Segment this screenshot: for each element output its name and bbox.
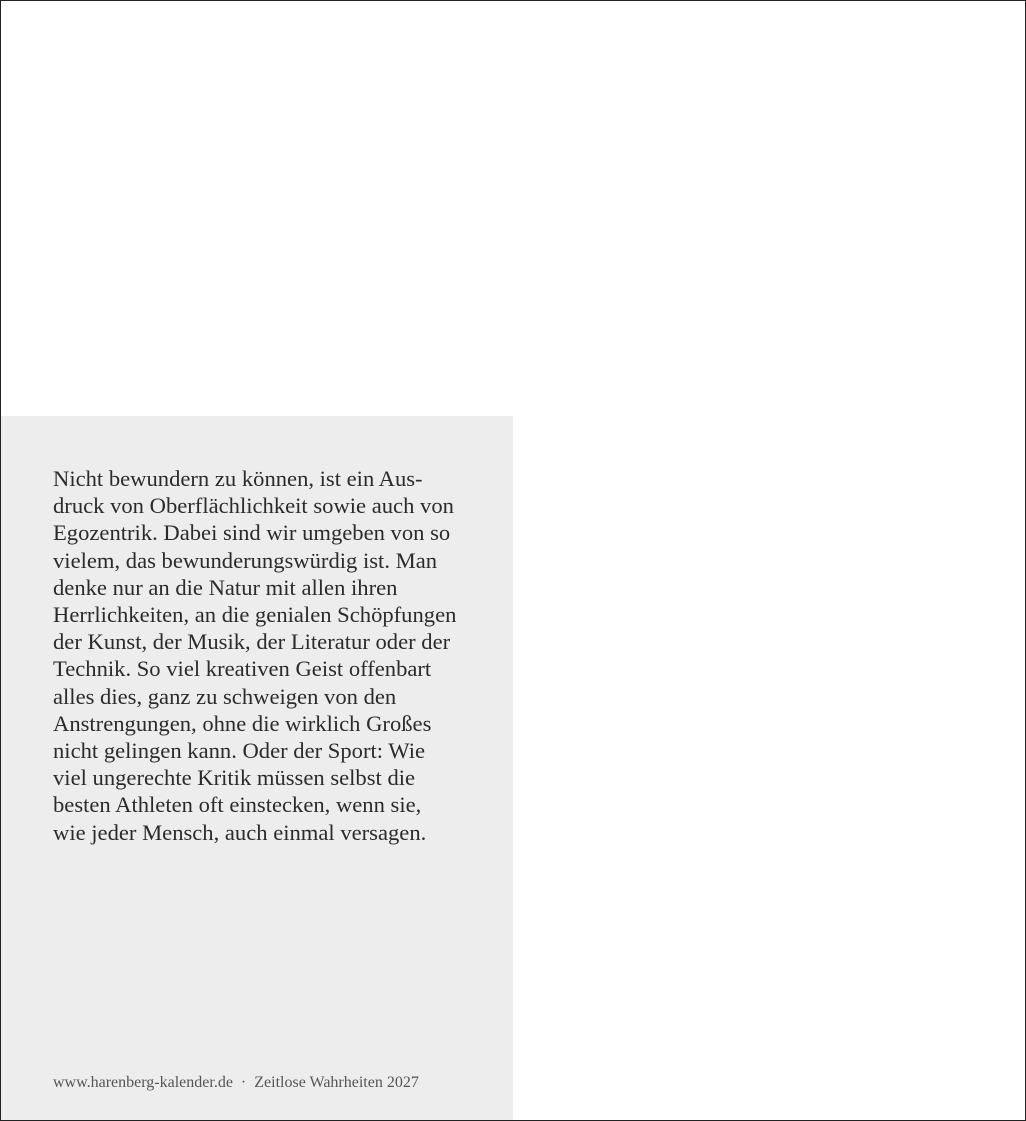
quote-line: nicht gelingen kann. Oder der Sport: Wie bbox=[53, 738, 426, 764]
quote-line: besten Athleten oft einstecken, wenn sie, bbox=[53, 792, 422, 818]
website-url: www.harenberg-kalender.de bbox=[53, 1074, 233, 1091]
quote-line: Nicht bewundern zu können, ist ein Aus- bbox=[53, 466, 423, 491]
quote-line: viel ungerechte Kritik müssen selbst die bbox=[53, 765, 416, 791]
quote-line: denke nur an die Natur mit allen ihren bbox=[53, 574, 398, 600]
quote-line: Egozentrik. Dabei sind wir umgeben von so bbox=[53, 520, 451, 546]
quote-line: alles dies, ganz zu schweigen von den bbox=[53, 683, 397, 709]
text-panel bbox=[1, 416, 513, 1120]
quote-line: der Kunst, der Musik, der Literatur oder der bbox=[53, 629, 451, 655]
calendar-title: Zeitlose Wahrheiten 2027 bbox=[254, 1074, 419, 1091]
quote-line: Technik. So viel kreativen Geist offenbart bbox=[53, 656, 432, 682]
page-footer bbox=[53, 1073, 419, 1093]
quote-line: druck von Oberflächlichkeit sowie auch von bbox=[53, 493, 454, 519]
quote-line: Herrlichkeiten, an die genialen Schöpfungen bbox=[53, 602, 457, 628]
footer-separator: · bbox=[240, 1074, 247, 1091]
quote-text bbox=[53, 465, 503, 846]
quote-line: vielem, das bewunderungswürdig ist. Man bbox=[53, 547, 438, 573]
quote-line: wie jeder Mensch, auch einmal versagen. bbox=[53, 819, 427, 845]
quote-line: Anstrengungen, ohne die wirklich Großes bbox=[53, 710, 432, 736]
